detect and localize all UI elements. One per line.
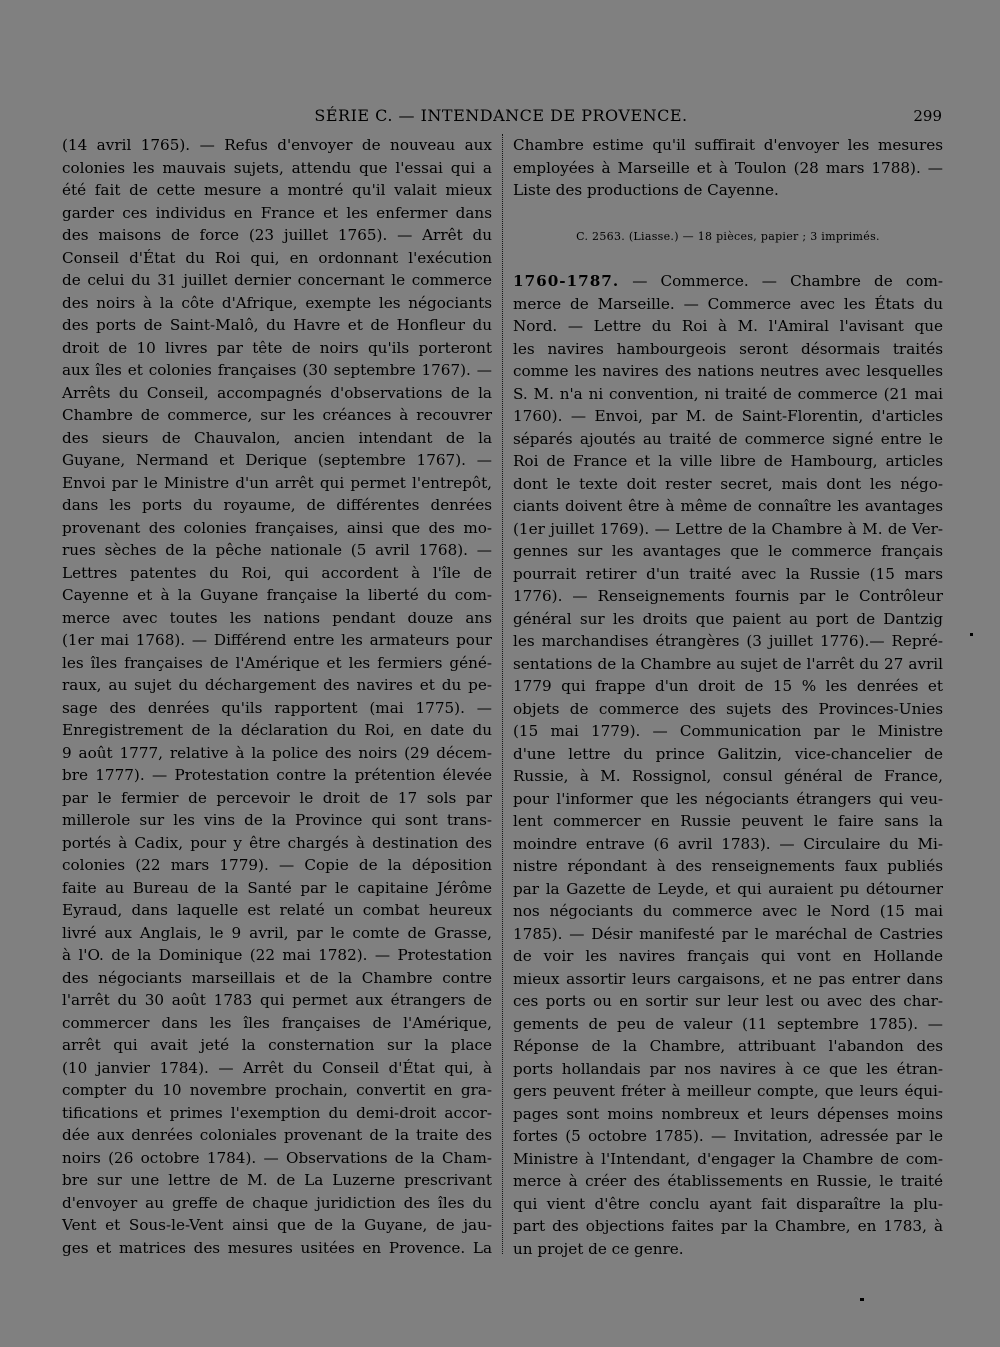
text-line: par la Gazette de Leyde, et qui auraient pu détourner: [513, 879, 943, 898]
text-line: provenant des colonies françaises, ainsi que des mo-: [62, 518, 492, 537]
text-line: merce à créer des établissements en Russie, le traité: [513, 1172, 943, 1190]
text-line: un projet de ce genre.: [513, 1239, 684, 1258]
text-line: millerole sur les vins de la Province qui sont trans-: [62, 811, 492, 829]
text-line: nos négociants du commerce avec le Nord (15 mai: [513, 902, 943, 920]
text-line: des ports de Saint-Malô, du Havre et de Honfleur du: [62, 316, 492, 334]
text-line: des négociants marseillais et de la Chambre contre: [62, 968, 492, 987]
text-line: merce de Marseille. — Commerce avec les États du: [513, 294, 943, 313]
text-line: employées à Marseille et à Toulon (28 mars 1788). —: [513, 158, 943, 177]
text-line: les îles françaises de l'Amérique et les fermiers géné-: [62, 653, 492, 672]
text-line: part des objections faites par la Chambre, en 1783, à: [513, 1217, 943, 1235]
text-line: comme les navires des nations neutres avec lesquelles: [513, 362, 943, 380]
text-line: (1er juillet 1769). — Lettre de la Chambre à M. de Ver-: [513, 519, 943, 538]
running-title: SÉRIE C. — INTENDANCE DE PROVENCE.: [314, 106, 688, 125]
text-line: lent commercer en Russie peuvent le faire sans la: [513, 812, 943, 830]
entry-heading-rest: — Commerce. — Chambre de com-: [632, 272, 944, 290]
text-line: Chambre de commerce, sur les créances à recouvrer: [62, 406, 492, 424]
text-line: pourrait retirer d'un traité avec la Russie (15 mars: [513, 564, 943, 583]
text-line: Roi de France et la ville libre de Hambourg, articles: [513, 452, 943, 470]
text-line: bre 1777). — Protestation contre la prétention élevée: [62, 766, 492, 784]
text-line: ports hollandais par nos navires à ce que les étran-: [513, 1059, 943, 1078]
text-line: d'une lettre du prince Galitzin, vice-chancelier de: [513, 744, 943, 763]
text-line: (15 mai 1779). — Communication par le Ministre: [513, 722, 943, 740]
text-line: Réponse de la Chambre, attribuant l'abandon des: [513, 1037, 943, 1055]
page-header: [60, 106, 942, 130]
text-line: commercer dans les îles françaises de l'Amérique,: [62, 1013, 492, 1032]
text-line: de voir les navires français qui vont en Hollande: [513, 947, 943, 965]
text-line: (14 avril 1765). — Refus d'envoyer de nouveau aux: [62, 136, 492, 154]
text-line: Chambre estime qu'il suffirait d'envoyer les mesures: [513, 136, 943, 154]
text-line: (1er mai 1768). — Différend entre les armateurs pour: [62, 631, 492, 649]
text-line: noirs (26 octobre 1784). — Observations de la Cham-: [62, 1148, 492, 1167]
text-line: séparés ajoutés au traité de commerce signé entre le: [513, 429, 943, 448]
text-line: d'envoyer au greffe de chaque juridiction des îles du: [62, 1193, 492, 1212]
entry-heading-line: [513, 270, 943, 293]
text-line: colonies (22 mars 1779). — Copie de la déposition: [62, 856, 492, 874]
continuation-text: [513, 134, 943, 202]
text-line: été fait de cette mesure a montré qu'il valait mieux: [62, 181, 492, 199]
text-line: nistre répondant à des renseignements faux publiés: [513, 857, 943, 875]
text-line: livré aux Anglais, le 9 avril, par le comte de Grasse,: [62, 923, 492, 942]
text-line: colonies les mauvais sujets, attendu que l'essai qui a: [62, 158, 492, 177]
text-line: Liste des productions de Cayenne.: [513, 181, 779, 199]
text-line: Conseil d'État du Roi qui, en ordonnant l'exécution: [62, 248, 492, 267]
text-line: tifications et primes l'exemption du demi-droit accor-: [62, 1103, 492, 1122]
text-line: par le fermier de percevoir le droit de 17 sols par: [62, 788, 492, 807]
text-line: ces ports ou en sortir sur leur lest ou avec des char-: [513, 992, 943, 1010]
text-line: sage des denrées qu'ils rapportent (mai 1775). —: [62, 698, 492, 717]
text-line: Cayenne et à la Guyane française la liberté du com-: [62, 586, 492, 604]
text-line: objets de commerce des sujets des Provinces-Unies: [513, 699, 943, 718]
text-line: des sieurs de Chauvalon, ancien intendant de la: [62, 428, 492, 447]
text-line: compter du 10 novembre prochain, convertit en gra-: [62, 1081, 492, 1099]
text-line: ciants doivent être à même de connaître les avantages: [513, 497, 943, 515]
text-line: Nord. — Lettre du Roi à M. l'Amiral l'avisant que: [513, 317, 943, 335]
text-line: Russie, à M. Rossignol, consul général de France,: [513, 767, 943, 785]
entry-meta: C. 2563. (Liasse.) — 18 pièces, papier ; 3 imprimés.: [576, 229, 880, 243]
text-line: des noirs à la côte d'Afrique, exempte les négociants: [62, 293, 492, 312]
text-line: ges et matrices des mesures usitées en Provence. La: [62, 1238, 492, 1257]
text-line: gennes sur les avantages que le commerce français: [513, 542, 943, 560]
text-line: 1776). — Renseignements fournis par le Contrôleur: [513, 587, 943, 605]
text-line: gers peuvent fréter à meilleur compte, que leurs équi-: [513, 1082, 943, 1100]
text-line: Vent et Sous-le-Vent ainsi que de la Guyane, de jau-: [62, 1216, 492, 1234]
text-line: 1785). — Désir manifesté par le maréchal de Castries: [513, 924, 943, 943]
text-line: arrêt qui avait jeté la consternation sur la place: [62, 1036, 492, 1054]
text-line: droit de 10 livres par tête de noirs qu'ils porteront: [62, 338, 492, 357]
column-divider: [502, 134, 504, 1254]
text-line: les marchandises étrangères (3 juillet 1776).— Repré-: [513, 632, 943, 650]
text-line: qui vient d'être conclu ayant fait disparaître la plu-: [513, 1194, 943, 1213]
text-line: S. M. n'a ni convention, ni traité de commerce (21 mai: [513, 384, 943, 403]
page-number: 299: [913, 107, 942, 125]
text-line: Envoi par le Ministre d'un arrêt qui permet l'entrepôt,: [62, 473, 492, 492]
text-line: garder ces individus en France et les enfermer dans: [62, 203, 492, 222]
text-line: raux, au sujet du déchargement des navires et du pe-: [62, 676, 492, 694]
ink-speck: [970, 633, 973, 636]
text-line: Enregistrement de la déclaration du Roi, en date du: [62, 721, 492, 739]
text-line: à l'O. de la Dominique (22 mai 1782). — Protestation: [62, 946, 492, 964]
text-line: rues sèches de la pêche nationale (5 avril 1768). —: [62, 541, 492, 559]
text-line: fortes (5 octobre 1785). — Invitation, adressée par le: [513, 1127, 943, 1145]
text-line: aux îles et colonies françaises (30 septembre 1767). —: [62, 361, 492, 379]
text-line: 1779 qui frappe d'un droit de 15 % les denrées et: [513, 677, 943, 695]
text-line: mieux assortir leurs cargaisons, et ne pas entrer dans: [513, 969, 943, 988]
text-line: dont le texte doit rester secret, mais dont les négo-: [513, 474, 943, 493]
text-line: Arrêts du Conseil, accompagnés d'observations de la: [62, 383, 492, 402]
text-line: Lettres patentes du Roi, qui accordent à l'île de: [62, 563, 492, 582]
text-line: Ministre à l'Intendant, d'engager la Chambre de com-: [513, 1149, 943, 1168]
text-line: gements de peu de valeur (11 septembre 1785). —: [513, 1014, 943, 1033]
text-line: dée aux denrées coloniales provenant de la traite des: [62, 1126, 492, 1144]
ink-speck: [860, 1298, 864, 1301]
text-line: pour l'informer que les négociants étrangers qui veu-: [513, 789, 943, 808]
entry-body: [513, 293, 943, 1261]
text-line: pages sont moins nombreux et leurs dépenses moins: [513, 1104, 943, 1123]
text-line: l'arrêt du 30 août 1783 qui permet aux étrangers de: [62, 991, 492, 1009]
text-line: Eyraud, dans laquelle est relaté un combat heureux: [62, 901, 492, 919]
text-line: merce avec toutes les nations pendant douze ans: [62, 608, 492, 627]
right-column: [513, 134, 943, 1260]
text-line: général sur les droits que paient au port de Dantzig: [513, 609, 943, 628]
text-line: Guyane, Nermand et Derique (septembre 1767). —: [62, 451, 492, 469]
text-line: 1760). — Envoi, par M. de Saint-Florentin, d'articles: [513, 407, 943, 425]
text-line: bre sur une lettre de M. de La Luzerne prescrivant: [62, 1171, 492, 1189]
text-line: de celui du 31 juillet dernier concernant le commerce: [62, 271, 492, 289]
left-column: [62, 134, 492, 1259]
text-line: des maisons de force (23 juillet 1765). — Arrêt du: [62, 226, 492, 244]
text-line: faite au Bureau de la Santé par le capitaine Jérôme: [62, 878, 492, 897]
entry-date: 1760-1787.: [513, 272, 620, 290]
text-line: portés à Cadix, pour y être chargés à destination des: [62, 833, 492, 852]
text-line: moindre entrave (6 avril 1783). — Circulaire du Mi-: [513, 834, 943, 853]
text-line: (10 janvier 1784). — Arrêt du Conseil d'État qui, à: [62, 1058, 492, 1077]
text-line: dans les ports du royaume, de différentes denrées: [62, 496, 492, 514]
text-line: sentations de la Chambre au sujet de l'arrêt du 27 avril: [513, 654, 943, 673]
text-line: les navires hambourgeois seront désormais traités: [513, 339, 943, 358]
text-line: 9 août 1777, relative à la police des noirs (29 décem-: [62, 743, 492, 762]
